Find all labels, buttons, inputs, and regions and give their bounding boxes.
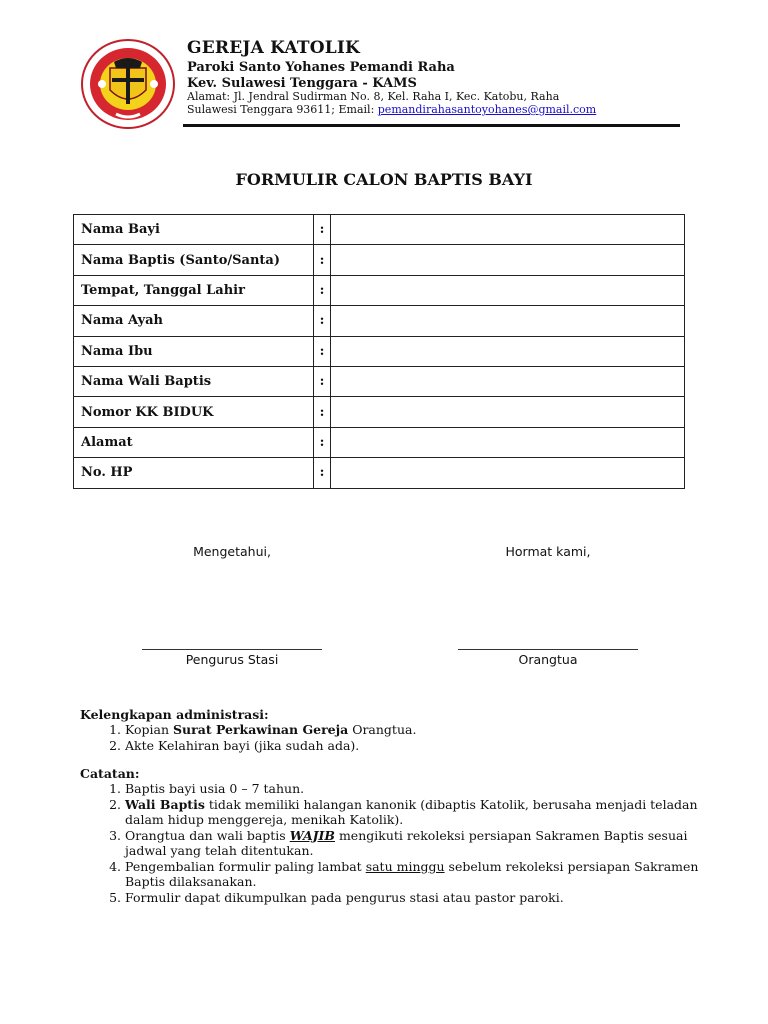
field-label: No. HP bbox=[74, 458, 314, 488]
field-label: Nama Baptis (Santo/Santa) bbox=[74, 245, 314, 275]
form-row bbox=[74, 336, 685, 366]
requirements-list bbox=[80, 722, 700, 753]
req1-pre: Kopian bbox=[125, 722, 174, 737]
field-colon: : bbox=[314, 245, 331, 275]
form-row bbox=[74, 397, 685, 427]
note3-post: mengikuti rekoleksi persiapan Sakramen Baptis sesuai jadwal yang telah ditentukan. bbox=[125, 827, 688, 858]
list-item bbox=[125, 859, 700, 890]
sig-right-role: Orangtua bbox=[518, 652, 578, 667]
form-row bbox=[74, 427, 685, 457]
field-value-nama-wali-baptis[interactable] bbox=[331, 366, 685, 396]
field-label: Nama Wali Baptis bbox=[74, 366, 314, 396]
list-item bbox=[125, 722, 700, 738]
sig-right-line bbox=[458, 649, 638, 650]
note3-emphasis: WAJIB bbox=[289, 827, 335, 843]
note3-pre: Orangtua dan wali baptis bbox=[125, 827, 290, 843]
field-label: Nama Ibu bbox=[74, 336, 314, 366]
field-colon: : bbox=[314, 366, 331, 396]
notes-section bbox=[80, 766, 700, 905]
form-row bbox=[74, 306, 685, 336]
form-row bbox=[74, 458, 685, 488]
field-label: Nama Ayah bbox=[74, 306, 314, 336]
field-colon: : bbox=[314, 306, 331, 336]
parish-name: Paroki Santo Yohanes Pemandi Raha bbox=[187, 60, 455, 75]
note4-post: sebelum rekoleksi persiapan Sakramen Baptis dilaksanakan. bbox=[125, 858, 699, 889]
sig-right-heading: Hormat kami, bbox=[505, 544, 591, 559]
sig-left-heading: Mengetahui, bbox=[193, 544, 271, 559]
field-colon: : bbox=[314, 215, 331, 245]
field-value-nama-baptis[interactable] bbox=[331, 245, 685, 275]
field-colon: : bbox=[314, 427, 331, 457]
field-label: Alamat bbox=[74, 427, 314, 457]
form-row bbox=[74, 275, 685, 305]
sig-left-role: Pengurus Stasi bbox=[185, 652, 279, 667]
form-table bbox=[73, 214, 685, 489]
note2-bold: Wali Baptis bbox=[125, 796, 205, 812]
list-item: 2. Akte Kelahiran bayi (jika sudah ada). bbox=[125, 738, 700, 754]
address-line-2-text: Sulawesi Tenggara 93611; Email: bbox=[187, 103, 378, 116]
form-row bbox=[74, 215, 685, 245]
notes-list bbox=[80, 781, 700, 905]
list-item: 5. Formulir dapat dikumpulkan pada pengurus stasi atau pastor paroki. bbox=[125, 890, 700, 906]
field-colon: : bbox=[314, 397, 331, 427]
form-title: FORMULIR CALON BAPTIS BAYI bbox=[235, 170, 533, 189]
note4-underline: satu minggu bbox=[365, 858, 445, 874]
sig-left-line bbox=[142, 649, 322, 650]
note2-rest: tidak memiliki halangan kanonik (dibaptis Katolik, berusaha menjadi teladan dalam hidup menggereja, menikah Katolik). bbox=[125, 796, 698, 827]
parish-logo-icon bbox=[80, 38, 176, 130]
field-colon: : bbox=[314, 458, 331, 488]
field-value-nama-ayah[interactable] bbox=[331, 306, 685, 336]
field-colon: : bbox=[314, 336, 331, 366]
req1-post: Orangtua. bbox=[348, 722, 417, 737]
note4-pre: Pengembalian formulir paling lambat bbox=[125, 858, 366, 874]
diocese-name: Kev. Sulawesi Tenggara - KAMS bbox=[187, 76, 417, 91]
req1-bold: Surat Perkawinan Gereja bbox=[173, 722, 349, 737]
field-value-alamat[interactable] bbox=[331, 427, 685, 457]
church-name: GEREJA KATOLIK bbox=[187, 38, 360, 58]
field-colon: : bbox=[314, 275, 331, 305]
list-item bbox=[125, 797, 700, 828]
list-item: 1. Baptis bayi usia 0 – 7 tahun. bbox=[125, 781, 700, 797]
list-item bbox=[125, 828, 700, 859]
email-link[interactable]: pemandirahasantoyohanes@gmail.com bbox=[377, 103, 597, 116]
notes-heading: Catatan: bbox=[80, 766, 140, 781]
address-line-1: Alamat: Jl. Jendral Sudirman No. 8, Kel. Raha I, Kec. Katobu, Raha bbox=[187, 90, 560, 103]
field-value-nomor-kk[interactable] bbox=[331, 397, 685, 427]
address-line-2 bbox=[187, 103, 596, 116]
requirements-heading: Kelengkapan administrasi: bbox=[80, 707, 269, 722]
header-divider bbox=[183, 124, 680, 127]
requirements-section bbox=[80, 707, 700, 753]
field-value-tempat-tanggal-lahir[interactable] bbox=[331, 275, 685, 305]
field-label: Nomor KK BIDUK bbox=[74, 397, 314, 427]
field-label: Tempat, Tanggal Lahir bbox=[74, 275, 314, 305]
field-value-no-hp[interactable] bbox=[331, 458, 685, 488]
form-row bbox=[74, 245, 685, 275]
field-label: Nama Bayi bbox=[74, 215, 314, 245]
field-value-nama-bayi[interactable] bbox=[331, 215, 685, 245]
field-value-nama-ibu[interactable] bbox=[331, 336, 685, 366]
form-row bbox=[74, 366, 685, 396]
